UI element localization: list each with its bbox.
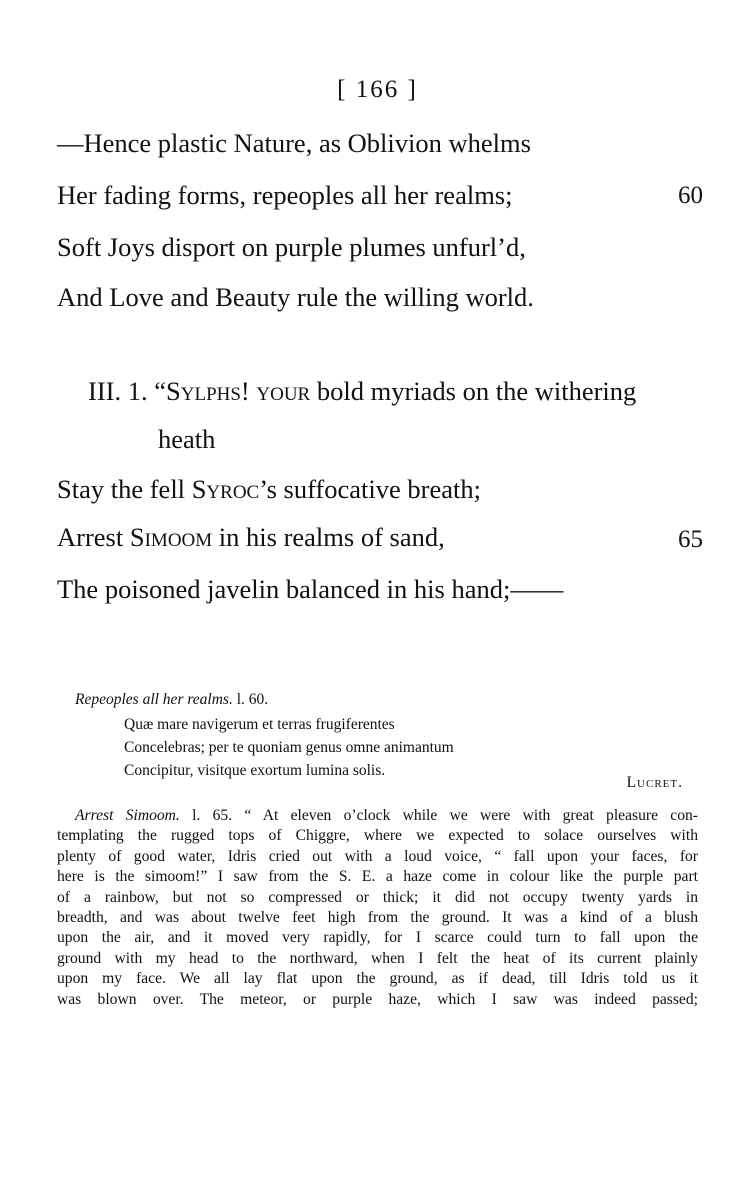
verse-line	[57, 180, 512, 210]
quote-line: Concelebras; per te quoniam genus omne animantum	[124, 739, 454, 756]
prose-line: upon the air, and it moved very rapidly, for I scarce could turn to fall upon the	[57, 929, 698, 947]
exclamation: !	[240, 376, 250, 406]
verse-line	[88, 376, 636, 406]
footnote-ref: l. 60.	[236, 691, 269, 708]
verse-dash: —	[57, 128, 84, 158]
footnote-ref: l. 65.	[192, 807, 233, 824]
prose-line	[57, 806, 698, 826]
verse-line	[57, 574, 563, 604]
prose-line: plenty of good water, Idris cried out with a loud voice, “ fall upon your faces, for	[57, 847, 698, 865]
verse-text: Arrest	[57, 522, 124, 552]
open-quote: “	[154, 376, 166, 406]
page-number: [ 166 ]	[337, 76, 418, 103]
sylphs-word: Sylphs	[166, 376, 241, 406]
footnote-head: Arrest Simoom.	[75, 807, 180, 824]
verse-text: Stay the fell	[57, 474, 186, 504]
attribution: Lucret.	[626, 774, 683, 791]
your-word: your	[256, 376, 311, 406]
quote-line: Quæ mare navigerum et terras frugiferentes	[124, 716, 395, 733]
verse-line	[57, 474, 481, 504]
verse-text: Hence plastic Nature, as Oblivion whelms	[83, 128, 531, 158]
prose-line: upon my face. We all lay flat upon the ground, as if dead, till Idris told us it	[57, 970, 698, 988]
footnote-prose	[57, 806, 698, 1010]
prose-text: “ At eleven o’clock while we were with great pleasure con-	[244, 807, 698, 824]
prose-line: was blown over. The meteor, or purple haze, which I saw was indeed passed;	[57, 990, 698, 1008]
stanza-numeral: III. 1.	[88, 376, 148, 406]
footnote-head: Repeoples all her realms.	[75, 691, 233, 708]
prose-line: templating the rugged tops of Chiggre, where we expected to solace ourselves with	[57, 827, 698, 845]
prose-line: ground with my head to the northward, when I felt the heat of its current plainly	[57, 949, 698, 967]
verse-text: heath	[158, 424, 216, 454]
verse-text: ’s suffocative breath;	[259, 474, 481, 504]
verse-text: bold myriads on the withering	[316, 376, 637, 406]
verse-text: And Love and Beauty rule the willing world.	[57, 282, 534, 312]
verse-text: Soft Joys disport on purple plumes unfurl’d,	[57, 232, 526, 262]
verse-text: The poisoned javelin balanced in his hand;——	[57, 574, 564, 604]
prose-line: of a rainbow, but not so compressed or thick; it did not occupy twenty yards in	[57, 888, 698, 906]
quote-line: Concipitur, visitque exortum lumina solis.	[124, 762, 386, 779]
proper-name: Simoom	[129, 522, 213, 552]
proper-name: Syroc	[191, 474, 260, 504]
prose-line: breadth, and was about twelve feet high from the ground. It was a kind of a blush	[57, 909, 698, 927]
verse-text: in his realms of sand,	[218, 522, 445, 552]
line-number: 65	[678, 526, 703, 553]
verse-line	[57, 232, 526, 262]
verse-line	[57, 282, 534, 312]
verse-line	[158, 424, 215, 454]
line-number: 60	[678, 182, 703, 209]
prose-line: here is the simoom!” I saw from the S. E. a haze come in colour like the purple part	[57, 868, 698, 886]
verse-line	[57, 522, 445, 552]
footnote-heading	[75, 690, 268, 710]
verse-text: Her fading forms, repeoples all her realms;	[57, 180, 513, 210]
verse-line	[57, 128, 531, 158]
